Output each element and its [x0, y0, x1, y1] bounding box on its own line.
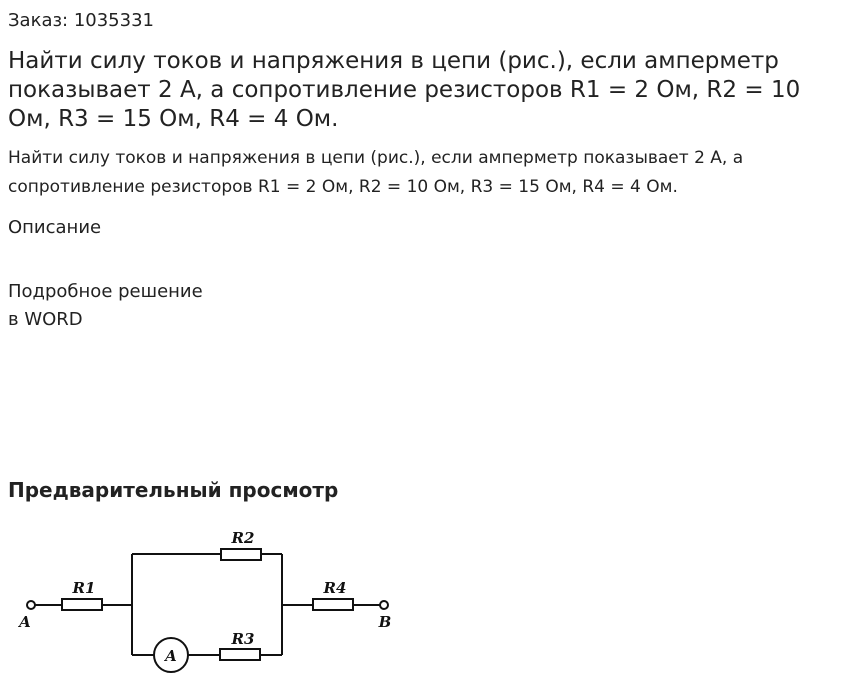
description-heading: Описание	[8, 217, 102, 238]
solution-line-2: в WORD	[8, 309, 83, 330]
label-ammeter: A	[165, 647, 177, 665]
circuit-diagram	[12, 524, 402, 674]
resistor-r1	[62, 599, 102, 610]
terminal-b-icon	[380, 601, 388, 609]
terminal-a-icon	[27, 601, 35, 609]
solution-line-1: Подробное решение	[8, 281, 203, 302]
order-number: Заказ: 1035331	[8, 10, 154, 31]
label-r3: R3	[231, 630, 255, 648]
resistor-r2	[221, 549, 261, 560]
label-terminal-a: A	[19, 613, 31, 631]
resistor-r3	[220, 649, 260, 660]
label-r4: R4	[323, 579, 347, 597]
label-terminal-b: B	[378, 613, 392, 631]
problem-text: Найти силу токов и напряжения в цепи (рис.), если амперметр показывает 2 А, а сопротивление резисторов R1 = 2 Ом, R2 = 10 Ом, R3 = 15 Ом, R4 = 4 Ом.	[8, 148, 744, 197]
preview-heading: Предварительный просмотр	[8, 478, 339, 502]
solution-info	[8, 278, 203, 334]
label-r2: R2	[231, 529, 255, 547]
resistor-r4	[313, 599, 353, 610]
page-title: Найти силу токов и напряжения в цепи (рис.), если амперметр показывает 2 А, а сопротивление резисторов R1 = 2 Ом, R2 = 10 Ом, R3 = 15 Ом, R4 = 4 Ом.	[8, 48, 801, 132]
label-r1: R1	[72, 579, 96, 597]
